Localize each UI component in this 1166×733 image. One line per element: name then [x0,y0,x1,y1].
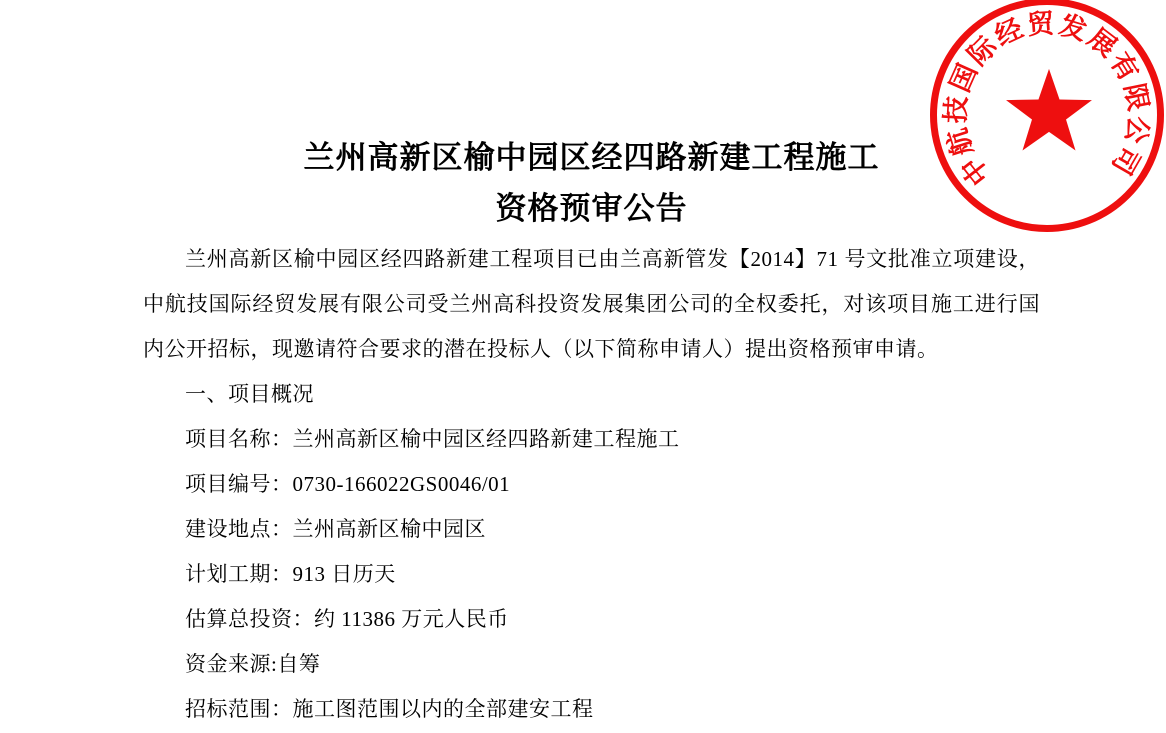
detail-line-funding-source: 资金来源:自筹 [185,652,321,676]
seal-character: 经 [990,13,1028,52]
seal-character: 国 [944,59,984,97]
seal-character: 公 [1119,114,1154,146]
detail-line-bidding-scope: 招标范围：施工图范围以内的全部建安工程 [185,697,594,721]
seal-character: 中 [955,151,996,191]
company-seal [930,0,1164,232]
detail-line-planned-duration: 计划工期：913 日历天 [185,562,396,586]
seal-character: 际 [962,30,1003,72]
seal-company-arc [922,0,1166,240]
seal-character: 有 [1104,47,1145,87]
intro-paragraph: 兰州高新区榆中园区经四路新建工程项目已由兰高新管发【2014】71 号文批准立项建设，中航技国际经贸发展有限公司受兰州高科投资发展集团公司的全权委托，对该项目施工进行国内公开招标，现邀请符合要求的潜在投标人（以下简称申请人）提出资格预审申请。 [143,247,1040,361]
page-title [143,132,1040,234]
detail-line-construction-location: 建设地点：兰州高新区榆中园区 [185,517,486,541]
detail-line-project-name: 项目名称：兰州高新区榆中园区经四路新建工程施工 [185,427,680,451]
seal-character: 发 [1055,9,1091,47]
seal-character: 限 [1118,80,1154,114]
section-heading-project-overview: 一、项目概况 [185,382,314,406]
announcement-body [143,132,1040,732]
title-line-2: 资格预审公告 [495,191,688,226]
seal-character: 贸 [1026,8,1056,41]
title-line-1: 兰州高新区榆中园区经四路新建工程施工 [303,140,880,175]
seal-character: 航 [941,124,979,160]
seal-character: 技 [940,95,972,125]
seal-character: 司 [1106,141,1146,180]
detail-line-project-number: 项目编号：0730-166022GS0046/01 [185,472,511,496]
seal-character: 展 [1082,22,1123,63]
detail-line-estimated-investment: 估算总投资：约 11386 万元人民币 [185,607,509,631]
